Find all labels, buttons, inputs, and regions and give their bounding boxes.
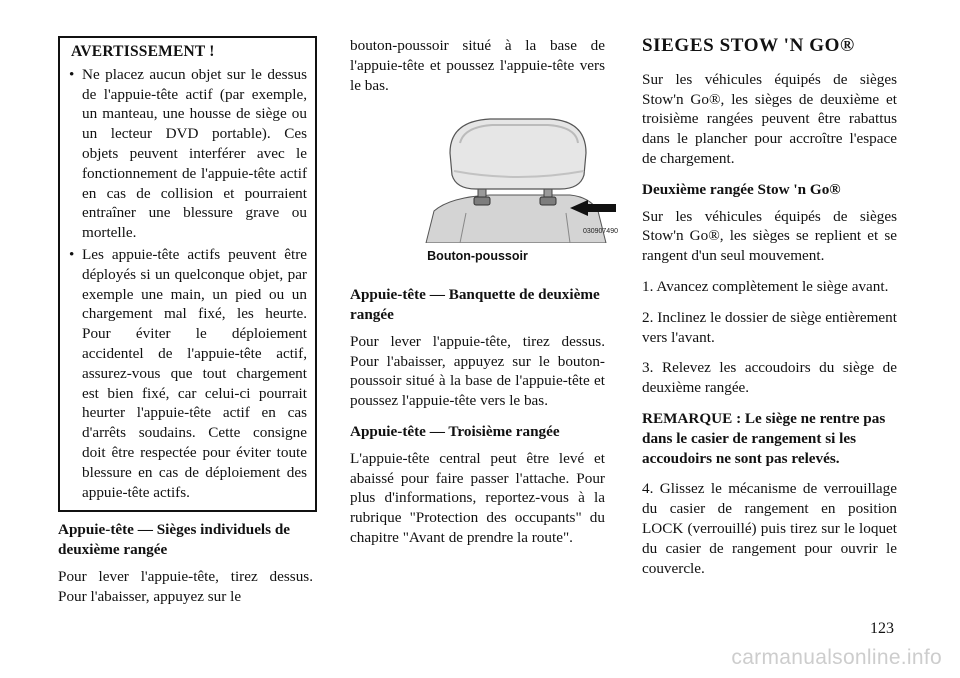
watermark: carmanualsonline.info — [731, 646, 942, 669]
step-2: 2. Inclinez le dossier de siège entièrement vers l'avant. — [642, 308, 897, 346]
section-title-stow-n-go: SIEGES STOW 'N GO® — [642, 35, 855, 56]
paragraph-third-row: L'appuie-tête central peut être levé et abaissé pour faire passer l'attache. Pour plus d'informations, reportez-vous à la rubrique "Protection des occupants" du chapitre "Avant de prendre la route". — [350, 449, 605, 546]
heading-third-row: Appuie-tête — Troisième rangée — [350, 422, 560, 440]
heading-bench-seat: Appuie-tête — Banquette de deuxième rangée — [350, 286, 600, 323]
headrest-figure — [420, 113, 620, 243]
paragraph-stow-intro: Sur les véhicules équipés de sièges Stow'n Go®, les sièges de deuxième et troisième rangées peuvent être rabattus dans le plancher pour accroître l'espace de chargement. — [642, 70, 897, 167]
figure-caption: Bouton-poussoir — [427, 249, 528, 264]
headrest-illustration — [420, 113, 620, 243]
warning-box — [58, 36, 317, 512]
paragraph-second-row-intro: Sur les véhicules équipés de sièges Stow'n Go®, les sièges se replient et se rangent d'un seul mouvement. — [642, 207, 897, 265]
page-number: 123 — [870, 620, 894, 637]
warning-bullet-object: • Ne placez aucun objet sur le dessus de l'appuie-tête actif (par exemple, un manteau, une housse de siège ou un lecteur DVD portable). Ces objets peuvent interférer avec le fonctionnement de l'appuie-tête actif en cas de collision et pourraient entraîner une blessure grave ou mortelle. — [68, 65, 307, 243]
column-middle — [350, 36, 618, 559]
paragraph-bench-seat: Pour lever l'appuie-tête, tirez dessus. Pour l'abaisser, appuyez sur le bouton-poussoir situé à la base de l'appuie-tête et poussez l'appuie-tête vers le bas. — [350, 332, 605, 410]
paragraph-individual-seats-continued: bouton-poussoir situé à la base de l'appuie-tête et poussez l'appuie-tête vers le bas. — [350, 37, 605, 94]
heading-individual-seats: Appuie-tête — Sièges individuels de deuxième rangée — [58, 521, 291, 559]
heading-second-row-stow: Deuxième rangée Stow 'n Go® — [642, 180, 841, 198]
note-armrests: REMARQUE : Le siège ne rentre pas dans le casier de rangement si les accoudoirs ne sont pas relevés. — [642, 409, 886, 467]
warning-list — [68, 65, 307, 503]
warning-title: AVERTISSEMENT ! — [71, 43, 215, 60]
paragraph-individual-seats: Pour lever l'appuie-tête, tirez dessus. Pour l'abaisser, appuyez sur le — [58, 567, 313, 605]
step-4: 4. Glissez le mécanisme de verrouillage du casier de rangement en position LOCK (verrouillé) puis tirez sur le loquet du casier de rangement pour ouvrir le couvercle. — [642, 480, 897, 577]
column-right — [642, 36, 897, 589]
column-left — [58, 36, 313, 618]
step-1: 1. Avancez complètement le siège avant. — [642, 277, 889, 295]
figure-code: 030907490 — [582, 228, 618, 236]
warning-bullet-deploy: • Les appuie-tête actifs peuvent être déployés si un quelconque objet, par exemple une main, un pied ou un chargement mal fixé, les heurte. Pour éviter le déploiement accidentel de l'appuie-tête actif, assurez-vous que tout chargement est bien fixé, car celui-ci pourrait heurter l'appuie-tête actif en cas d'arrêts soudains. Cette consigne doit être respectée pour éviter toute blessure en cas de déploiement des appuie-tête actifs. — [68, 245, 307, 502]
step-3: 3. Relevez les accoudoirs du siège de deuxième rangée. — [642, 359, 897, 397]
